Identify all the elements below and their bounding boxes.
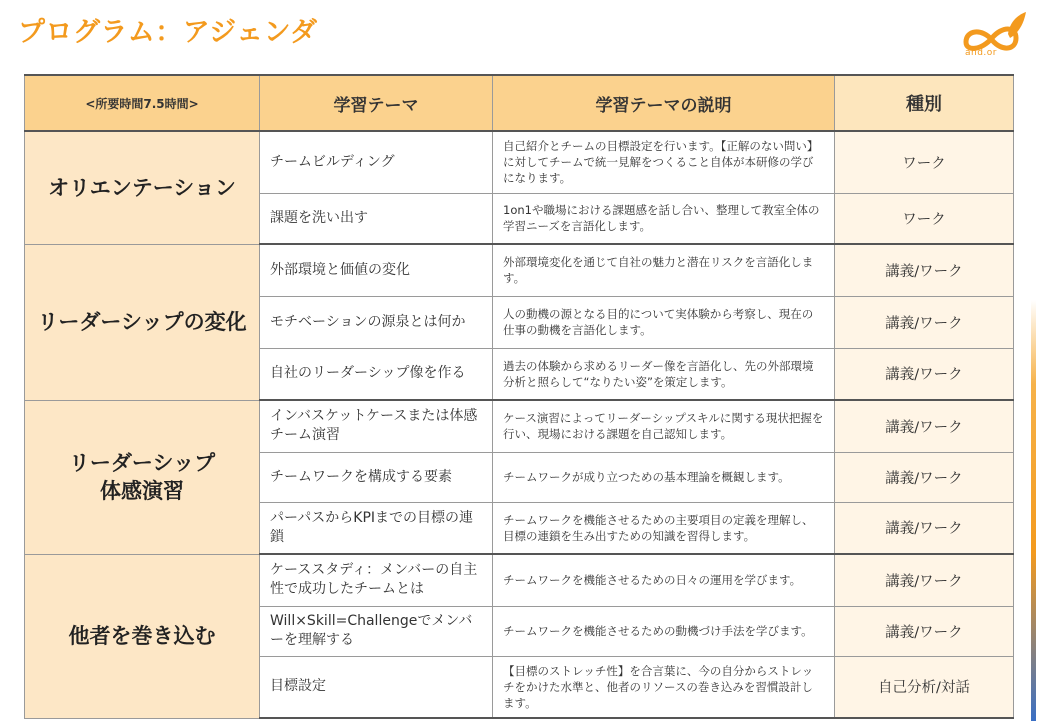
row-description: 外部環境変化を通じて自社の魅力と潜在リスクを言語化します。 — [493, 244, 835, 296]
row-description: 自己紹介とチームの目標設定を行います。【正解のない問い】に対してチームで統一見解をつくること自体が本研修の学びになります。 — [493, 131, 835, 193]
row-type: 講義/ワーク — [835, 554, 1014, 606]
section-label-line: リーダーシップ — [68, 450, 216, 475]
section-label-leadership-change: リーダーシップの変化 — [25, 244, 260, 400]
row-description: 過去の体験から求めるリーダー像を言語化し、先の外部環境分析と照らして“なりたい姿”を策定します。 — [493, 348, 835, 400]
row-type: 講義/ワーク — [835, 606, 1014, 656]
table-row — [25, 554, 1014, 606]
row-type: 講義/ワーク — [835, 452, 1014, 502]
row-theme: パーパスからKPIまでの目標の連鎖 — [260, 502, 493, 554]
header-theme: 学習テーマ — [260, 75, 493, 131]
row-theme: 外部環境と価値の変化 — [260, 244, 493, 296]
row-description: ケース演習によってリーダーシップスキルに関する現状把握を行い、現場における課題を自己認知します。 — [493, 400, 835, 452]
row-theme: 目標設定 — [260, 656, 493, 718]
row-theme: モチベーションの源泉とは何か — [260, 296, 493, 348]
logo-text: and.or — [965, 48, 997, 58]
table-row — [25, 400, 1014, 452]
table-header-row — [25, 75, 1014, 131]
section-label-leadership-exercise — [25, 400, 260, 554]
row-description: 人の動機の源となる目的について実体験から考察し、現在の仕事の動機を言語化します。 — [493, 296, 835, 348]
row-type: 講義/ワーク — [835, 502, 1014, 554]
edge-accent-bar — [1031, 300, 1036, 721]
row-description: チームワークを機能させるための主要項目の定義を理解し、目標の連鎖を生み出すための知識を習得します。 — [493, 502, 835, 554]
row-type: ワーク — [835, 193, 1014, 244]
row-theme: チームビルディング — [260, 131, 493, 193]
table-row — [25, 244, 1014, 296]
row-description: チームワークを機能させるための日々の運用を学びます。 — [493, 554, 835, 606]
row-type: 講義/ワーク — [835, 296, 1014, 348]
section-label-orientation: オリエンテーション — [25, 131, 260, 244]
row-type: ワーク — [835, 131, 1014, 193]
row-type: 講義/ワーク — [835, 348, 1014, 400]
row-description: 1on1や職場における課題感を話し合い、整理して教室全体の学習ニーズを言語化します。 — [493, 193, 835, 244]
section-label-involve-others: 他者を巻き込む — [25, 554, 260, 718]
row-theme: チームワークを構成する要素 — [260, 452, 493, 502]
row-description: チームワークが成り立つための基本理論を概観します。 — [493, 452, 835, 502]
row-type: 自己分析/対話 — [835, 656, 1014, 718]
row-theme: 課題を洗い出す — [260, 193, 493, 244]
row-theme: Will×Skill=Challengeでメンバーを理解する — [260, 606, 493, 656]
row-type: 講義/ワーク — [835, 400, 1014, 452]
row-description: チームワークを機能させるための動機づけ手法を学びます。 — [493, 606, 835, 656]
agenda-table — [24, 74, 1014, 719]
row-theme: 自社のリーダーシップ像を作る — [260, 348, 493, 400]
header-time: <所要時間7.5時間> — [25, 75, 260, 131]
row-theme: ケーススタディ：メンバーの自主性で成功したチームとは — [260, 554, 493, 606]
header-description: 学習テーマの説明 — [493, 75, 835, 131]
row-description: 【目標のストレッチ性】を合言葉に、今の自分からストレッチをかけた水準と、他者のリソースの巻き込みを習慣設計します。 — [493, 656, 835, 718]
row-type: 講義/ワーク — [835, 244, 1014, 296]
section-label-line: 体感演習 — [100, 479, 184, 503]
header-type: 種別 — [835, 75, 1014, 131]
page-title: プログラム：アジェンダ — [18, 17, 318, 48]
table-row — [25, 131, 1014, 193]
row-theme: インバスケットケースまたは体感チーム演習 — [260, 400, 493, 452]
